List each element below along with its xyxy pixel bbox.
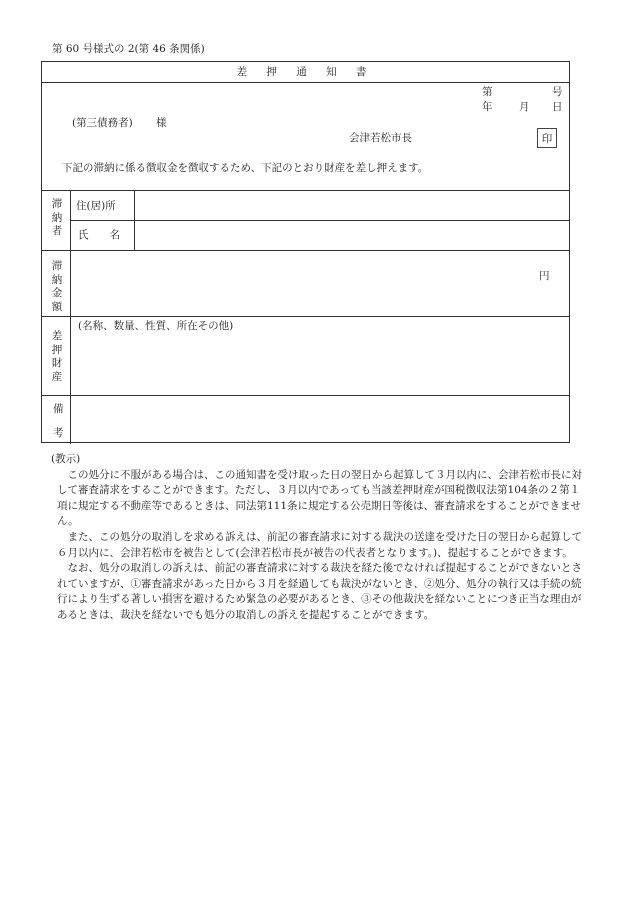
honorific: 様: [156, 117, 167, 129]
amount-label: 滞納金額: [51, 260, 63, 313]
instructions-paragraph: なお、処分の取消しの訴えは、前記の審査請求に対する裁決を経た後でなければ提起することができないとされていますが、①審査請求があった日から３月を経過しても裁決がないとき、②処分、処分の執行又は手続の続行により生ずる著しい損害を避けるため緊急の必要があるとき、③その他裁決を経ないことにつき正当な理由があるときは、裁決を経ないでも処分の取消しの訴えを提起することができます。: [57, 562, 582, 621]
divider: [70, 190, 71, 444]
recipient-label: (第三債務者): [72, 117, 133, 129]
seizure-statement: 下記の滞納に係る徴収金を徴収するため、下記のとおり財産を差し押えます。: [62, 162, 429, 174]
instructions-paragraph: また、この処分の取消しを求める訴えは、前記の審査請求に対する裁決の送達を受けた日の翌日から起算して６月以内に、会津若松市を被告として(会津若松市長が被告の代表者となります。)、提起することができます。: [57, 530, 582, 559]
instructions-heading: (教示): [51, 453, 81, 465]
year-label: 年: [482, 101, 493, 113]
remarks-label: 考: [53, 427, 64, 439]
property-label: 差押財産: [51, 330, 63, 383]
issuer-name: 会津若松市長: [349, 132, 412, 144]
remarks-label: 備: [53, 403, 64, 415]
delinquent-label: 滞納者: [51, 198, 63, 238]
seal-stamp: [537, 128, 557, 148]
day-label: 日: [552, 101, 563, 113]
divider: [42, 82, 569, 83]
divider: [70, 220, 569, 221]
notice-form-table: [41, 61, 570, 443]
number-suffix: 号: [552, 86, 563, 98]
instructions-paragraph: この処分に不服がある場合は、この通知書を受け取った日の翌日から起算して３月以内に、会津若松市長に対して審査請求をすることができます。ただし、３月以内であっても当該差押財産が国税徴収法第104条の２第１項に規定する不動産等であるときは、同法第111条に規定する公売期日等後は、審査請求をすることができません。: [57, 468, 582, 528]
address-label: 住(居)所: [76, 200, 116, 212]
form-number-label: 第 60 号様式の 2(第 46 条関係): [52, 43, 205, 55]
divider: [42, 250, 569, 251]
property-hint: (名称、数量、性質、所在その他): [78, 320, 234, 332]
appeal-instructions: [51, 452, 587, 624]
divider: [42, 316, 569, 317]
divider: [42, 190, 569, 191]
divider: [42, 395, 569, 396]
name-label: 氏 名: [78, 229, 120, 241]
seal-label: 印: [541, 132, 553, 145]
form-title: 差 押 通 知 書: [236, 66, 375, 78]
amount-unit: 円: [539, 270, 550, 282]
number-prefix: 第: [482, 86, 493, 98]
month-label: 月: [519, 101, 530, 113]
